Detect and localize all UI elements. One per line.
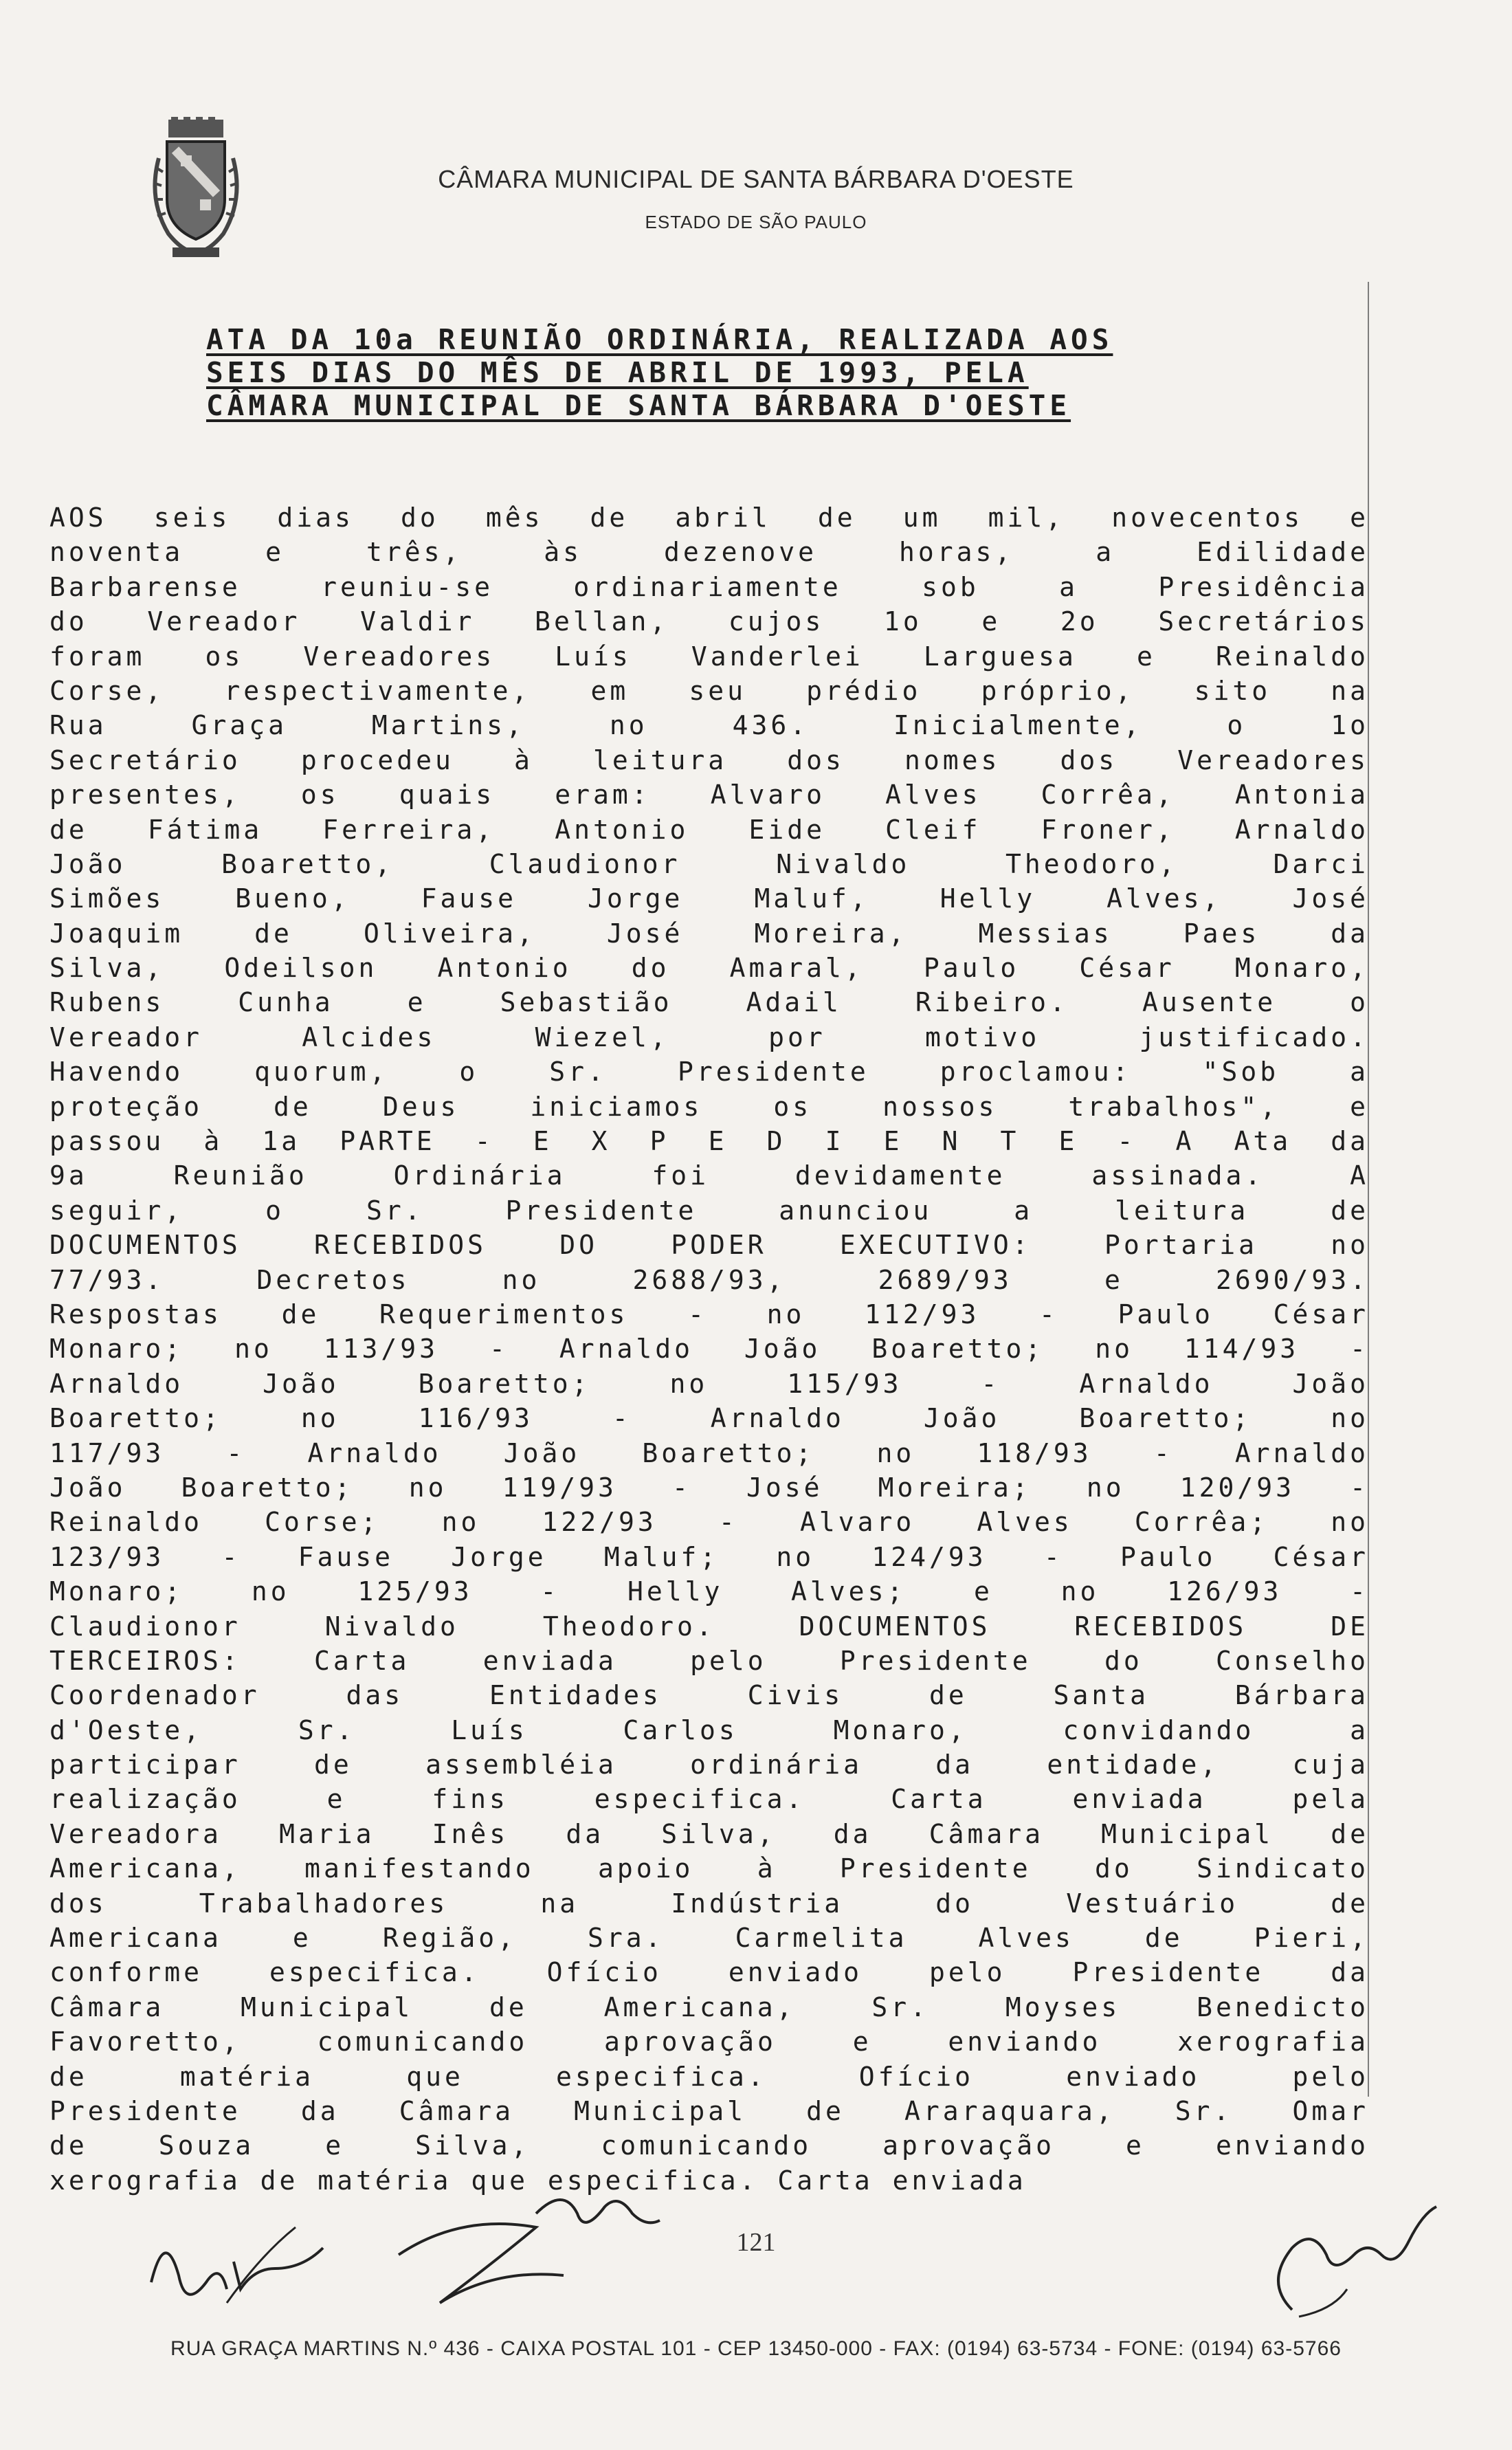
minutes-line: Secretário procedeu à leitura dos nomes dos Vereadores bbox=[49, 744, 1369, 775]
minutes-line: DOCUMENTOS RECEBIDOS DO PODER EXECUTIVO: Portaria no bbox=[49, 1230, 1369, 1261]
minutes-line: João Boaretto, Claudionor Nivaldo Theodoro, Darci bbox=[49, 848, 1369, 879]
minutes-line: Coordenador das Entidades Civis de Santa Bárbara bbox=[49, 1680, 1369, 1711]
minutes-line: Havendo quorum, o Sr. Presidente proclamou: "Sob a bbox=[49, 1057, 1369, 1088]
minutes-line: Corse, respectivamente, em seu prédio próprio, sito na bbox=[49, 675, 1369, 706]
minutes-line: de Souza e Silva, comunicando aprovação e enviando bbox=[49, 2130, 1369, 2161]
minutes-line: Monaro; no 113/93 - Arnaldo João Boaretto; no 114/93 - bbox=[49, 1334, 1369, 1365]
minutes-line: passou à 1a PARTE - E X P E D I E N T E - A Ata da bbox=[49, 1126, 1369, 1157]
minutes-line: realização e fins especifica. Carta enviada pela bbox=[49, 1784, 1369, 1815]
minutes-line: foram os Vereadores Luís Vanderlei Larguesa e Reinaldo bbox=[49, 641, 1369, 672]
minutes-line: seguir, o Sr. Presidente anunciou a leitura de bbox=[49, 1195, 1369, 1226]
title-line: ATA DA 10a REUNIÃO ORDINÁRIA, REALIZADA AOS bbox=[206, 323, 1113, 356]
minutes-line: Vereador Alcides Wiezel, por motivo justificado. bbox=[49, 1022, 1369, 1052]
minutes-line: 77/93. Decretos no 2688/93, 2689/93 e 2690/93. bbox=[49, 1264, 1369, 1295]
minutes-line: Simões Bueno, Fause Jorge Maluf, Helly Alves, José bbox=[49, 883, 1369, 914]
minutes-body bbox=[49, 500, 1369, 2198]
minutes-line: Boaretto; no 116/93 - Arnaldo João Boaretto; no bbox=[49, 1403, 1369, 1434]
title-line: SEIS DIAS DO MÊS DE ABRIL DE 1993, PELA bbox=[206, 356, 1029, 389]
minutes-line: 123/93 - Fause Jorge Maluf; no 124/93 - Paulo César bbox=[49, 1541, 1369, 1572]
minutes-line: conforme especifica. Ofício enviado pelo Presidente da bbox=[49, 1957, 1369, 1988]
minutes-line: dos Trabalhadores na Indústria do Vestuário de bbox=[49, 1888, 1369, 1919]
minutes-line: do Vereador Valdir Bellan, cujos 1o e 2o Secretários bbox=[49, 606, 1369, 637]
minutes-line: Respostas de Requerimentos - no 112/93 - Paulo César bbox=[49, 1299, 1369, 1329]
minutes-line: Câmara Municipal de Americana, Sr. Moyses Benedicto bbox=[49, 1991, 1369, 2022]
page-number: 121 bbox=[736, 2228, 776, 2257]
signature-mark-right bbox=[1251, 2172, 1443, 2351]
signature-mark-left bbox=[124, 2200, 357, 2337]
minutes-line: AOS seis dias do mês de abril de um mil, novecentos e bbox=[49, 503, 1369, 533]
minutes-line: Barbarense reuniu-se ordinariamente sob a Presidência bbox=[49, 571, 1369, 602]
state-name: ESTADO DE SÃO PAULO bbox=[645, 212, 867, 232]
minutes-line: Reinaldo Corse; no 122/93 - Alvaro Alves Corrêa; no bbox=[49, 1507, 1369, 1538]
minutes-line: Americana e Região, Sra. Carmelita Alves de Pieri, bbox=[49, 1923, 1369, 1954]
minutes-line: presentes, os quais eram: Alvaro Alves Corrêa, Antonia bbox=[49, 780, 1369, 810]
minutes-line: d'Oeste, Sr. Luís Carlos Monaro, convidando a bbox=[49, 1714, 1369, 1745]
minutes-line: xerografia de matéria que especifica. Carta enviada bbox=[49, 2165, 1027, 2196]
minutes-line: TERCEIROS: Carta enviada pelo Presidente do Conselho bbox=[49, 1645, 1369, 1676]
minutes-line: João Boaretto; no 119/93 - José Moreira; no 120/93 - bbox=[49, 1472, 1369, 1503]
minutes-line: Americana, manifestando apoio à Presidente do Sindicato bbox=[49, 1853, 1369, 1884]
minutes-line: noventa e três, às dezenove horas, a Edilidade bbox=[49, 537, 1369, 568]
minutes-line: Monaro; no 125/93 - Helly Alves; e no 126/93 - bbox=[49, 1576, 1369, 1607]
minutes-line: Rubens Cunha e Sebastião Adail Ribeiro. Ausente o bbox=[49, 987, 1369, 1018]
minutes-line: Vereadora Maria Inês da Silva, da Câmara Municipal de bbox=[49, 1818, 1369, 1849]
minutes-line: de matéria que especifica. Ofício enviado pelo bbox=[49, 2061, 1369, 2092]
minutes-line: Favoretto, comunicando aprovação e enviando xerografia bbox=[49, 2027, 1369, 2057]
minutes-line: Joaquim de Oliveira, José Moreira, Messias Paes da bbox=[49, 918, 1369, 949]
minutes-line: Arnaldo João Boaretto; no 115/93 - Arnaldo João bbox=[49, 1368, 1369, 1399]
minutes-line: proteção de Deus iniciamos os nossos trabalhos", e bbox=[49, 1091, 1369, 1122]
minutes-line: Presidente da Câmara Municipal de Araraquara, Sr. Omar bbox=[49, 2095, 1369, 2126]
document-title bbox=[206, 323, 1237, 422]
minutes-line: de Fátima Ferreira, Antonio Eide Cleif Froner, Arnaldo bbox=[49, 814, 1369, 845]
minutes-line: Silva, Odeilson Antonio do Amaral, Paulo César Monaro, bbox=[49, 953, 1369, 984]
institution-name: CÂMARA MUNICIPAL DE SANTA BÁRBARA D'OESTE bbox=[438, 165, 1074, 193]
title-line: CÂMARA MUNICIPAL DE SANTA BÁRBARA D'OESTE bbox=[206, 389, 1071, 422]
minutes-line: 117/93 - Arnaldo João Boaretto; no 118/93 - Arnaldo bbox=[49, 1437, 1369, 1468]
minutes-line: Rua Graça Martins, no 436. Inicialmente, o 1o bbox=[49, 710, 1369, 741]
minutes-line: 9a Reunião Ordinária foi devidamente assinada. A bbox=[49, 1160, 1369, 1191]
minutes-line: Claudionor Nivaldo Theodoro. DOCUMENTOS RECEBIDOS DE bbox=[49, 1611, 1369, 1642]
minutes-line: participar de assembléia ordinária da entidade, cuja bbox=[49, 1750, 1369, 1780]
footer-address: RUA GRAÇA MARTINS N.º 436 - CAIXA POSTAL 101 - CEP 13450-000 - FAX: (0194) 63-5734 - FONE: (0194) 63-5766 bbox=[170, 2337, 1342, 2360]
